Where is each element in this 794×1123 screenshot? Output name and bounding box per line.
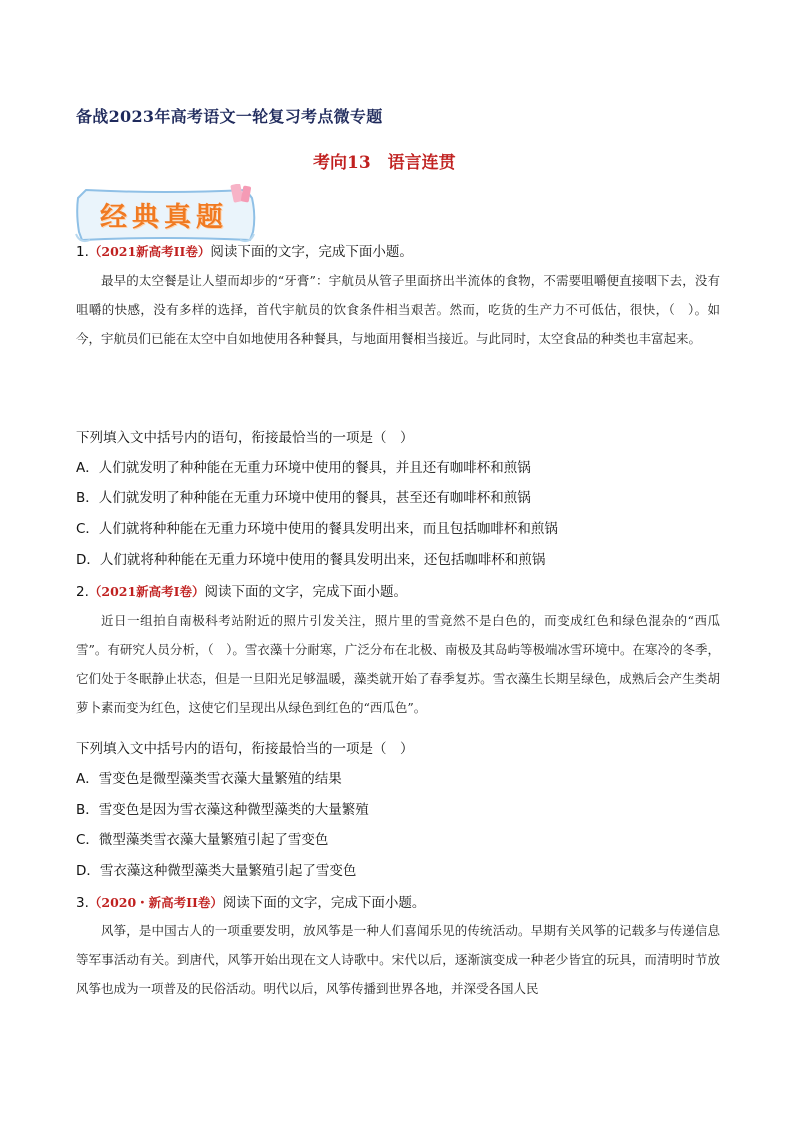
question-3-heading (76, 891, 425, 911)
question-2-number: 2. (76, 584, 89, 600)
question-1-option-b: B．人们就发明了种种能在无重力环境中使用的餐具，甚至还有咖啡杯和煎锅 (76, 490, 531, 506)
question-1-source: （2021新高考II卷） (88, 244, 211, 259)
question-1-option-a: A．人们就发明了种种能在无重力环境中使用的餐具，并且还有咖啡杯和煎锅 (76, 460, 531, 476)
question-3-number: 3. (76, 895, 89, 911)
question-2-source: （2021新高考I卷） (88, 584, 205, 599)
question-3-passage: 风筝，是中国古人的一项重要发明，放风筝是一种人们喜闻乐见的传统活动。早期有关风筝的记载多与传递信息等军事活动有关。到唐代，风筝开始出现在文人诗歌中。宋代以后，逐渐演变成一种老少皆宜的玩具，而清明时节放风筝也成为一项普及的民俗活动。明代以后，风筝传播到世界各地，并深受各国人民 (76, 923, 720, 996)
question-1-number: 1. (76, 244, 89, 260)
question-2-option-c: C．微型藻类雪衣藻大量繁殖引起了雪变色 (76, 832, 329, 848)
question-2-instruction: 阅读下面的文字，完成下面小题。 (204, 584, 408, 600)
question-2-option-a: A．雪变色是微型藻类雪衣藻大量繁殖的结果 (76, 771, 342, 787)
question-2-passage: 近日一组拍自南极科考站附近的照片引发关注，照片里的雪竟然不是白色的，而变成红色和绿色混杂的“西瓜雪”。有研究人员分析，（ ）。雪衣藻十分耐寒，广泛分布在北极、南极及其岛屿等极端冰雪环境中。在寒冷的冬季，它们处于冬眠静止状态，但是一旦阳光足够温暖，藻类就开始了春季复苏。雪衣藻生长期呈绿色，成熟后会产生类胡萝卜素而变为红色，这使它们呈现出从绿色到红色的“西瓜色”。 (76, 613, 720, 715)
question-1-stem: 下列填入文中括号内的语句，衔接最恰当的一项是（ ） (76, 430, 414, 446)
question-3-source: （2020・新高考II卷） (88, 895, 223, 910)
question-3-instruction: 阅读下面的文字，完成下面小题。 (222, 895, 426, 911)
classic-questions-banner (74, 184, 258, 244)
question-2-option-d: D．雪衣藻这种微型藻类大量繁殖引起了雪变色 (76, 863, 357, 879)
document-header-title: 备战2023年高考语文一轮复习考点微专题 (76, 107, 383, 126)
question-2-stem: 下列填入文中括号内的语句，衔接最恰当的一项是（ ） (76, 741, 414, 757)
question-1-option-d: D．人们就将种种能在无重力环境中使用的餐具发明出来，还包括咖啡杯和煎锅 (76, 552, 546, 568)
question-1-instruction: 阅读下面的文字，完成下面小题。 (210, 244, 413, 260)
question-2-option-b: B．雪变色是因为雪衣藻这种微型藻类的大量繁殖 (76, 802, 369, 818)
question-1-heading (76, 240, 413, 260)
banner-label: 经典真题 (100, 202, 228, 233)
topic-title: 考向13 语言连贯 (313, 153, 456, 173)
question-2-heading (76, 580, 407, 600)
question-1-option-c: C．人们就将种种能在无重力环境中使用的餐具发明出来，而且包括咖啡杯和煎锅 (76, 521, 558, 537)
question-1-passage: 最早的太空餐是让人望而却步的“牙膏”：宇航员从管子里面挤出半流体的食物，不需要咀嚼便直接咽下去，没有咀嚼的快感，没有多样的选择，首代宇航员的饮食条件相当艰苦。然而，吃货的生产力不可低估，很快，（ ）。如今，宇航员们已能在太空中自如地使用各种餐具，与地面用餐相当接近。与此同时，太空食品的种类也丰富起来。 (76, 273, 720, 346)
